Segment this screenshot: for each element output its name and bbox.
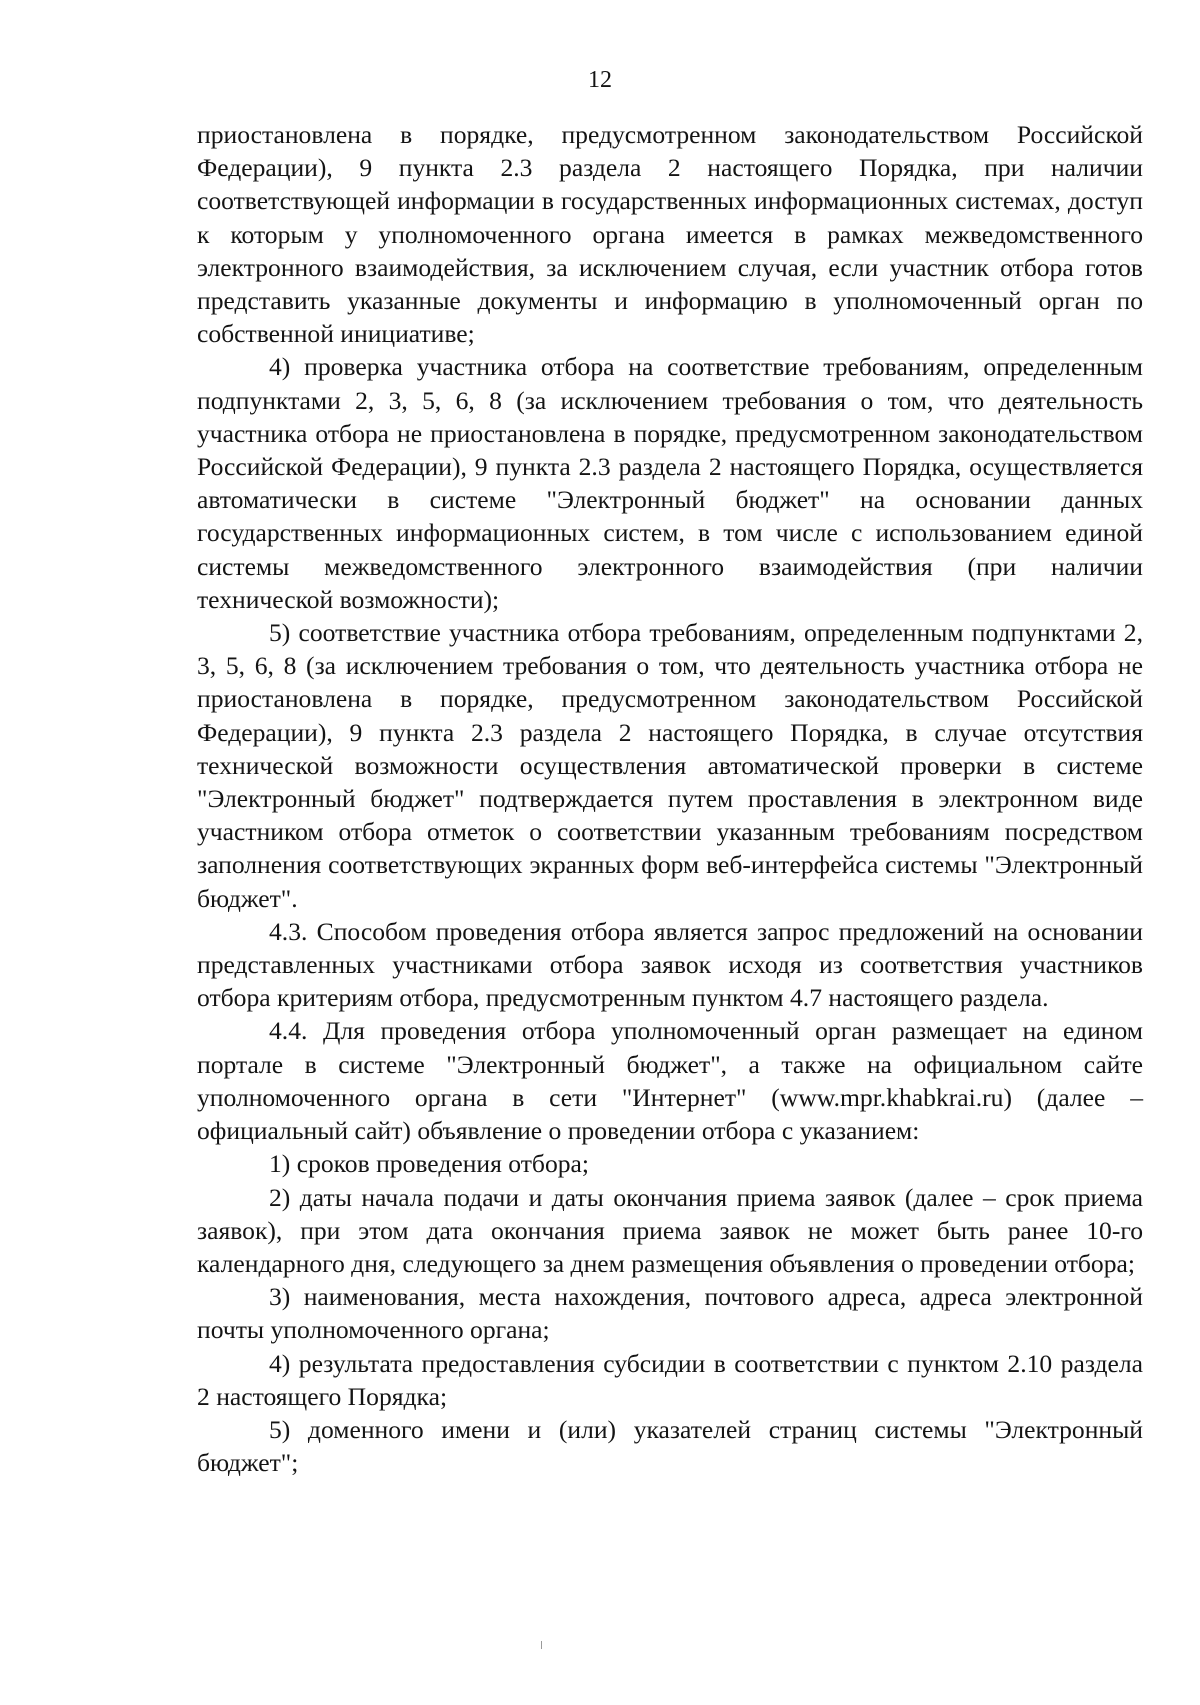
paragraph-continuation: приостановлена в порядке, предусмотренном законодательством Российской Федерации), 9 пункта 2.3 раздела 2 настоящего Порядка, при наличии соответствующей информации в государственных информационных системах, доступ к которым у уполномоченного органа имеется в рамках межведомственного электронного взаимодействия, за исключением случая, если участник отбора готов представить указанные документы и информацию в уполномоченный орган по собственной инициативе; bbox=[197, 120, 1143, 349]
list-item-1-selection-dates: 1) сроков проведения отбора; bbox=[269, 1149, 590, 1179]
list-item-5-domain-name: 5) доменного имени и (или) указателей страниц системы "Электронный бюджет"; bbox=[197, 1414, 1143, 1478]
list-item-3-organ-address: 3) наименования, места нахождения, почтового адреса, адреса электронной почты уполномоченного органа; bbox=[197, 1282, 1143, 1345]
document-body bbox=[197, 118, 1143, 1479]
paragraph-section-4-4: 4.4. Для проведения отбора уполномоченный орган размещает на едином портале в системе "Электронный бюджет", а также на официальном сайте уполномоченного органа в сети "Интернет" (www.mpr.khabkrai.ru) (далее – официальный сайт) объявление о проведении отбора с указанием: bbox=[197, 1016, 1143, 1146]
paragraph-section-4-3: 4.3. Способом проведения отбора является запрос предложений на основании представленных участниками отбора заявок исходя из соответствия участников отбора критериям отбора, предусмотренным пунктом 4.7 настоящего раздела. bbox=[197, 916, 1143, 1013]
list-item-4-subsidy-result: 4) результата предоставления субсидии в соответствии с пунктом 2.10 раздела 2 настоящего Порядка; bbox=[197, 1348, 1143, 1411]
paragraph-item-5-manual-confirmation: 5) соответствие участника отбора требованиям, определенным подпунктами 2, 3, 5, 6, 8 (за исключением требования о том, что деятельность участника отбора не приостановлена в порядке, предусмотренном законодательством Российской Федерации), 9 пункта 2.3 раздела 2 настоящего Порядка, в случае отсутствия технической возможности осуществления автоматической проверки в системе "Электронный бюджет" подтверждается путем проставления в электронном виде участником отбора отметок о соответствии указанным требованиям посредством заполнения соответствующих экранных форм веб-интерфейса системы "Электронный бюджет". bbox=[197, 618, 1143, 913]
page-number: 12 bbox=[588, 67, 612, 93]
paragraph-item-4-automatic-check: 4) проверка участника отбора на соответствие требованиям, определенным подпунктами 2, 3, 5, 6, 8 (за исключением требования о том, что деятельность участника отбора не приостановлена в порядке, предусмотренном законодательством Российской Федерации), 9 пункта 2.3 раздела 2 настоящего Порядка, осуществляется автоматически в системе "Электронный бюджет" на основании данных государственных информационных систем, в том числе с использованием единой системы межведомственного электронного взаимодействия (при наличии технической возможности); bbox=[197, 352, 1143, 614]
list-item-2-application-dates: 2) даты начала подачи и даты окончания приема заявок (далее – срок приема заявок), при этом дата окончания приема заявок не может быть ранее 10-го календарного дня, следующего за днем размещения объявления о проведении отбора; bbox=[197, 1182, 1143, 1278]
scan-artifact bbox=[541, 1641, 542, 1649]
